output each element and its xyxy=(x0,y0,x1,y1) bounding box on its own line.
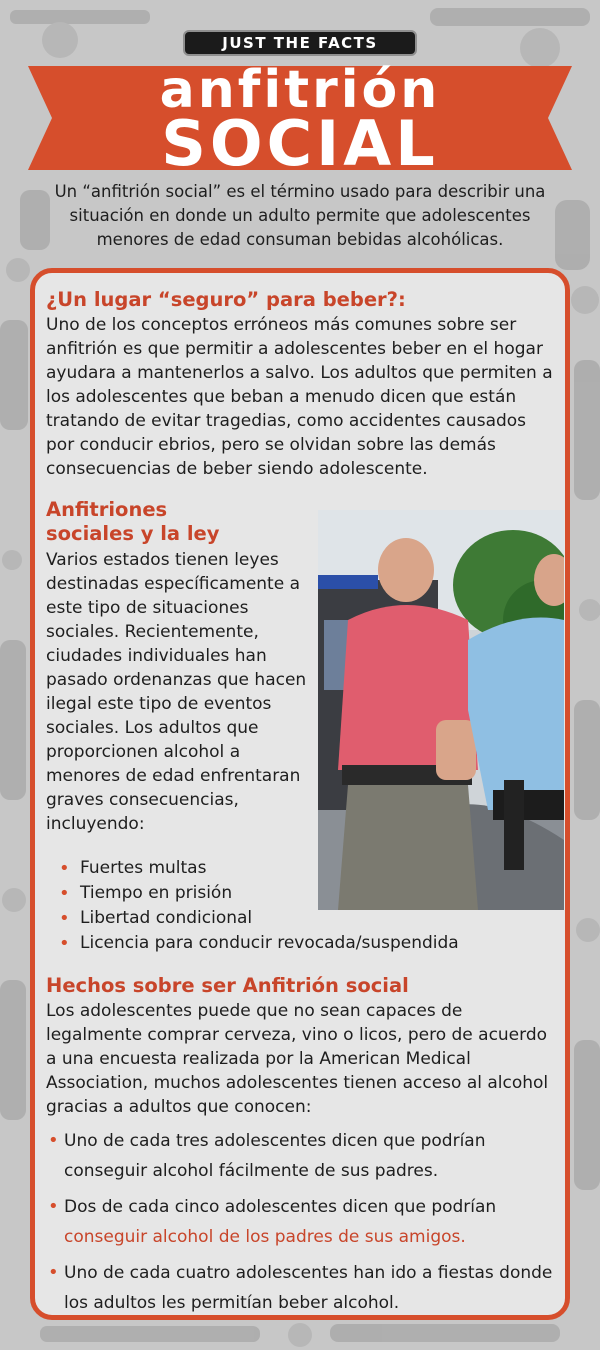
list-item: • Dos de cada cinco adolescentes dicen que podrían conseguir alcohol de los padres de sus amigos. xyxy=(46,1192,562,1252)
bullet-dot-icon: • xyxy=(48,1130,59,1151)
bullet-dot-icon: • xyxy=(59,858,70,879)
bullet-dot-icon: • xyxy=(59,883,70,904)
bullet-dot-icon: • xyxy=(59,933,70,954)
facts-list xyxy=(46,1126,562,1324)
section2-heading-line1: Anfitriones xyxy=(46,498,168,521)
penalties-list xyxy=(46,856,556,956)
title-line-1: anfitrión xyxy=(159,60,441,120)
bullet-dot-icon: • xyxy=(48,1262,59,1283)
list-item: • Tiempo en prisión xyxy=(59,883,233,904)
title-line-2: SOCIAL xyxy=(161,107,439,180)
list-item: • Libertad condicional xyxy=(59,908,253,929)
section3-body: Los adolescentes puede que no sean capaces de legalmente comprar cerveza, vino o licos, pero de acuerdo a una encuesta realizada por la American Medical Association, muchos adolescentes tienen acceso al alcohol gracias a adultos que conocen: xyxy=(46,1001,549,1117)
list-item: • Fuertes multas xyxy=(59,858,207,879)
intro-text: Un “anfitrión social” es el término usado para describir una situación en donde un adulto permite que adolescentes menores de edad consuman bebidas alcohólicas. xyxy=(54,182,546,249)
bullet-dot-icon: • xyxy=(48,1196,59,1217)
highlighted-fact-text: conseguir alcohol de los padres de sus amigos. xyxy=(64,1227,466,1247)
list-item: • Uno de cada tres adolescentes dicen que podrían conseguir alcohol fácilmente de sus padres. xyxy=(46,1126,562,1186)
list-item: • Uno de cada cuatro adolescentes han ido a fiestas donde los adultos les permitían beber alcohol. xyxy=(46,1258,562,1318)
section3-heading: Hechos sobre ser Anfitrión social xyxy=(46,974,409,997)
bullet-dot-icon: • xyxy=(59,908,70,929)
list-item: • Licencia para conducir revocada/suspendida xyxy=(59,933,459,954)
arrest-photo xyxy=(318,510,564,910)
section1-heading: ¿Un lugar “seguro” para beber?: xyxy=(46,288,406,311)
section1-body: Uno de los conceptos erróneos más comunes sobre ser anfitrión es que permitir a adolescentes beber en el hogar ayudara a mantenerlos a salvo. Los adultos que permiten a los adolescentes que beban a menudo dicen que están tratando de evitar tragedias, como accidentes causados por conducir ebrios, pero se olvidan sobre las demás consecuencias de beber siendo adolescente. xyxy=(46,315,553,479)
section2-heading-line2: sociales y la ley xyxy=(46,522,220,545)
just-the-facts-tag: JUST THE FACTS xyxy=(183,30,417,56)
section2-body: Varios estados tienen leyes destinadas específicamente a este tipo de situaciones sociales. Recientemente, ciudades individuales han pasado ordenanzas que hacen ilegal este tipo de eventos sociales. Los adultos que proporcionen alcohol a menores de edad enfrentaran graves consecuencias, incluyendo: xyxy=(46,550,307,834)
